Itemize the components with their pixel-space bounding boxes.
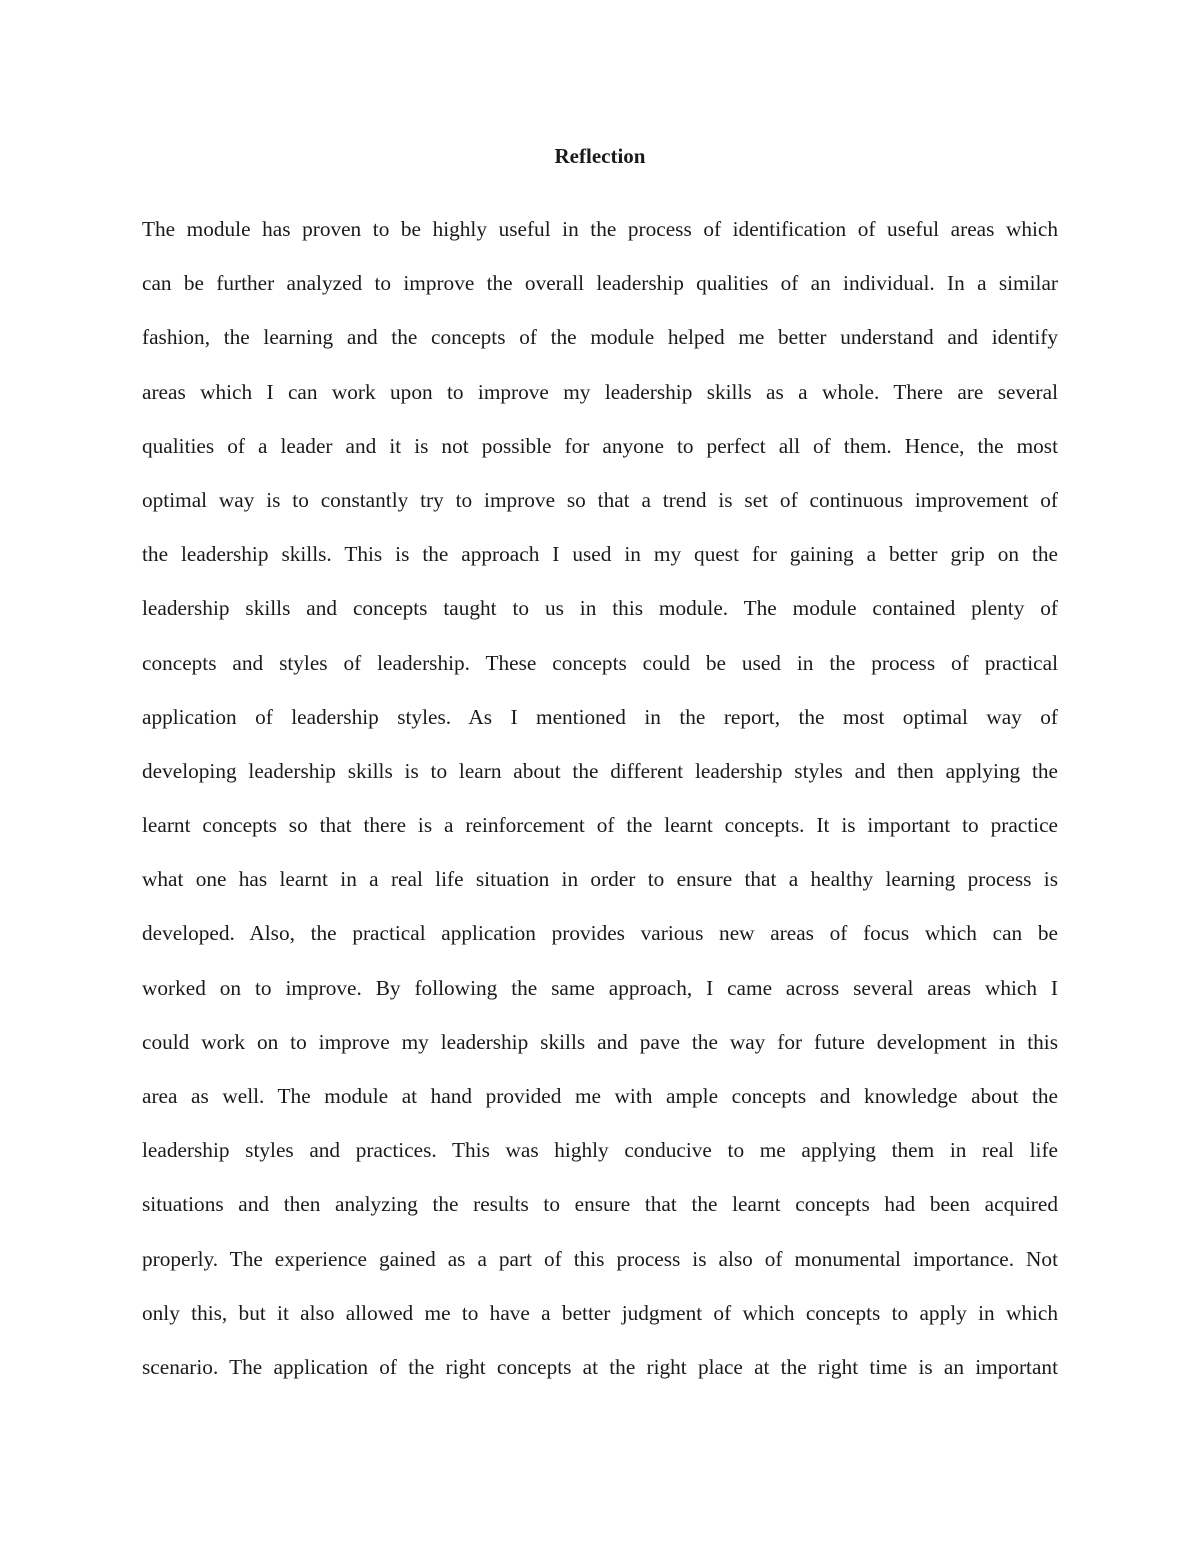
body-line: concepts and styles of leadership. These concepts could be used in the process of practical (142, 650, 1058, 675)
body-line: leadership styles and practices. This was highly conducive to me applying them in real life (142, 1138, 1058, 1163)
body-line: developing leadership skills is to learn about the different leadership styles and then applying the (142, 758, 1058, 783)
body-line: learnt concepts so that there is a reinforcement of the learnt concepts. It is important to practice (142, 813, 1058, 838)
body-line: qualities of a leader and it is not possible for anyone to perfect all of them. Hence, the most (142, 433, 1058, 458)
body-line: optimal way is to constantly try to improve so that a trend is set of continuous improvement of (142, 487, 1058, 512)
body-line: properly. The experience gained as a part of this process is also of monumental importance. Not (142, 1246, 1058, 1271)
document-body (142, 202, 1058, 1394)
body-line: only this, but it also allowed me to have a better judgment of which concepts to apply in which (142, 1300, 1058, 1325)
document-title: Reflection (554, 144, 646, 168)
body-line: the leadership skills. This is the approach I used in my quest for gaining a better grip on the (142, 542, 1058, 567)
body-line: area as well. The module at hand provided me with ample concepts and knowledge about the (142, 1084, 1058, 1108)
body-line: fashion, the learning and the concepts of the module helped me better understand and identify (142, 325, 1058, 350)
body-line: what one has learnt in a real life situation in order to ensure that a healthy learning process is (142, 867, 1058, 892)
body-line: scenario. The application of the right concepts at the right place at the right time is an important (142, 1354, 1058, 1379)
body-line: areas which I can work upon to improve my leadership skills as a whole. There are several (142, 379, 1058, 404)
body-line: can be further analyzed to improve the overall leadership qualities of an individual. In a similar (142, 271, 1058, 296)
body-line: application of leadership styles. As I mentioned in the report, the most optimal way of (142, 704, 1058, 729)
body-line: developed. Also, the practical application provides various new areas of focus which can be (142, 921, 1058, 946)
body-line: worked on to improve. By following the same approach, I came across several areas which I (142, 975, 1058, 1000)
body-line: leadership skills and concepts taught to us in this module. The module contained plenty of (142, 596, 1058, 621)
body-line: situations and then analyzing the results to ensure that the learnt concepts had been acquired (142, 1192, 1058, 1217)
body-line: could work on to improve my leadership skills and pave the way for future development in this (142, 1029, 1058, 1054)
body-line: The module has proven to be highly useful in the process of identification of useful areas which (142, 217, 1058, 241)
